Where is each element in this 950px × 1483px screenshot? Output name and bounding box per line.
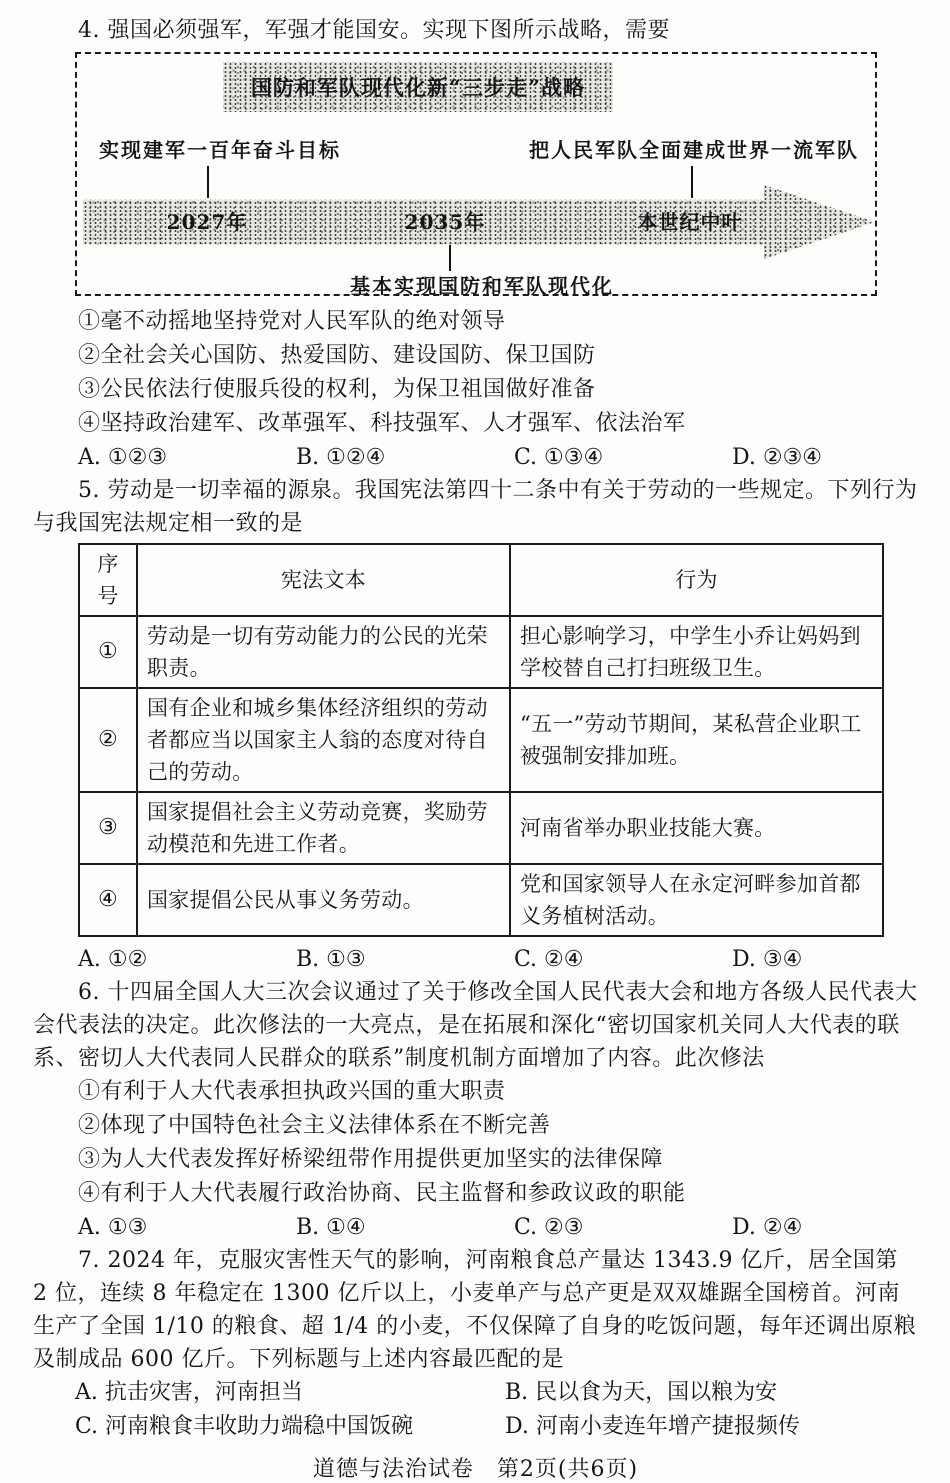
constitution-text-cell: 国家提倡公民从事义务劳动。 [137,864,510,936]
table-row [79,792,883,864]
q5-constitution-table [78,543,884,937]
constitution-text-cell: 劳动是一切有劳动能力的公民的光荣职责。 [137,616,510,688]
row-number: ① [79,616,137,688]
row-number: ④ [79,864,137,936]
connector-line-bottom [449,245,451,271]
q5-option-d: D. ③④ [732,947,803,972]
behavior-cell: 党和国家领导人在永定河畔参加首都义务植树活动。 [510,864,883,936]
q4-stem: 4. 强国必须强军，军强才能国安。实现下图所示战略，需要 [78,18,670,43]
milestone-2035: 2035年 [404,210,486,234]
q4-item-3: ③公民依法行使服兵役的权利，为保卫祖国做好准备 [78,377,596,402]
page-footer: 道德与法治试卷 第2页(共6页) [312,1457,639,1482]
col-header-constitution-text: 宪法文本 [137,544,510,616]
col-header-number: 序号 [79,544,137,616]
col-header-behavior: 行为 [510,544,883,616]
diagram-title: 国防和军队现代化新“三步走”战略 [223,62,613,112]
behavior-cell: “五一”劳动节期间，某私营企业职工被强制安排加班。 [510,688,883,792]
milestone-midcentury: 本世纪中叶 [637,210,743,234]
table-row [79,688,883,792]
q4-items [33,305,918,441]
table-row [79,616,883,688]
q7-option-b: B. 民以食为天，国以粮为安 [505,1380,778,1405]
q5-option-c: C. ②④ [514,947,584,972]
q6-options [33,1211,918,1244]
q4-options [33,441,918,474]
row-number: ③ [79,792,137,864]
q5-option-b: B. ①③ [296,947,366,972]
q6-item-1: ①有利于人大代表承担执政兴国的重大职责 [78,1079,506,1104]
q4-strategy-diagram [75,52,877,296]
q6-option-c: C. ②③ [514,1215,584,1240]
table-header-row [79,544,883,616]
q6-items [33,1075,918,1211]
q4-option-b: B. ①②④ [296,445,386,470]
q4-item-2: ②全社会关心国防、热爱国防、建设国防、保卫国防 [78,343,596,368]
q6-option-d: D. ②④ [732,1215,803,1240]
constitution-text-cell: 国有企业和城乡集体经济组织的劳动者都应当以国家主人翁的态度对待自己的劳动。 [137,688,510,792]
q4-option-c: C. ①③④ [514,445,604,470]
q6-option-a: A. ①③ [78,1215,148,1240]
q4-item-1: ①毫不动摇地坚持党对人民军队的绝对领导 [78,309,506,334]
behavior-cell: 河南省举办职业技能大赛。 [510,792,883,864]
diagram-goal-midcentury-label: 把人民军队全面建成世界一流军队 [529,138,859,162]
q6-item-2: ②体现了中国特色社会主义法律体系在不断完善 [78,1113,551,1138]
q6-item-4: ④有利于人大代表履行政治协商、民主监督和参政议政的职能 [78,1181,686,1206]
q7-stem: 7. 2024 年，克服灾害性天气的影响，河南粮食总产量达 1343.9 亿斤，居全国第 2 位，连续 8 年稳定在 1300 亿斤以上，小麦单产与总产更是双双雄踞全国榜首。河南生产了全国 1/10 的粮食、超 1/4 的小麦，不仅保障了自身的吃饭问题，每年还调出原粮及制成品 600 亿斤。下列标题与上述内容最匹配的是 [33,1248,917,1372]
connector-line-left [207,166,209,198]
behavior-cell: 担心影响学习，中学生小乔让妈妈到学校替自己打扫班级卫生。 [510,616,883,688]
q5-stem: 5. 劳动是一切幸福的源泉。我国宪法第四十二条中有关于劳动的一些规定。下列行为与我国宪法规定相一致的是 [33,478,918,536]
q6-option-b: B. ①④ [296,1215,366,1240]
row-number: ② [79,688,137,792]
q6-item-3: ③为人大代表发挥好桥梁纽带作用提供更加坚实的法律保障 [78,1147,664,1172]
milestone-2027: 2027年 [166,210,248,234]
q5-options [33,943,918,976]
q5-option-a: A. ①② [78,947,148,972]
q6-stem: 6. 十四届全国人大三次会议通过了关于修改全国人民代表大会和地方各级人民代表大会代表法的决定。此次修法的一大亮点，是在拓展和深化“密切国家机关同人大代表的联系、密切人大代表同人民群众的联系”制度机制方面增加了内容。此次修法 [33,980,918,1071]
constitution-text-cell: 国家提倡社会主义劳动竞赛，奖励劳动模范和先进工作者。 [137,792,510,864]
connector-line-right [691,166,693,198]
q7-options [33,1376,918,1443]
table-row [79,864,883,936]
diagram-goal-2027-label: 实现建军一百年奋斗目标 [99,138,341,162]
q4-option-d: D. ②③④ [732,445,823,470]
q7-option-a: A. 抗击灾害，河南担当 [75,1380,303,1405]
q7-option-c: C. 河南粮食丰收助力端稳中国饭碗 [75,1414,414,1439]
q4-item-4: ④坚持政治建军、改革强军、科技强军、人才强军、依法治军 [78,411,686,436]
q4-option-a: A. ①②③ [78,445,168,470]
q7-option-d: D. 河南小麦连年增产捷报频传 [505,1414,800,1439]
diagram-goal-2035-label: 基本实现国防和军队现代化 [350,274,614,298]
